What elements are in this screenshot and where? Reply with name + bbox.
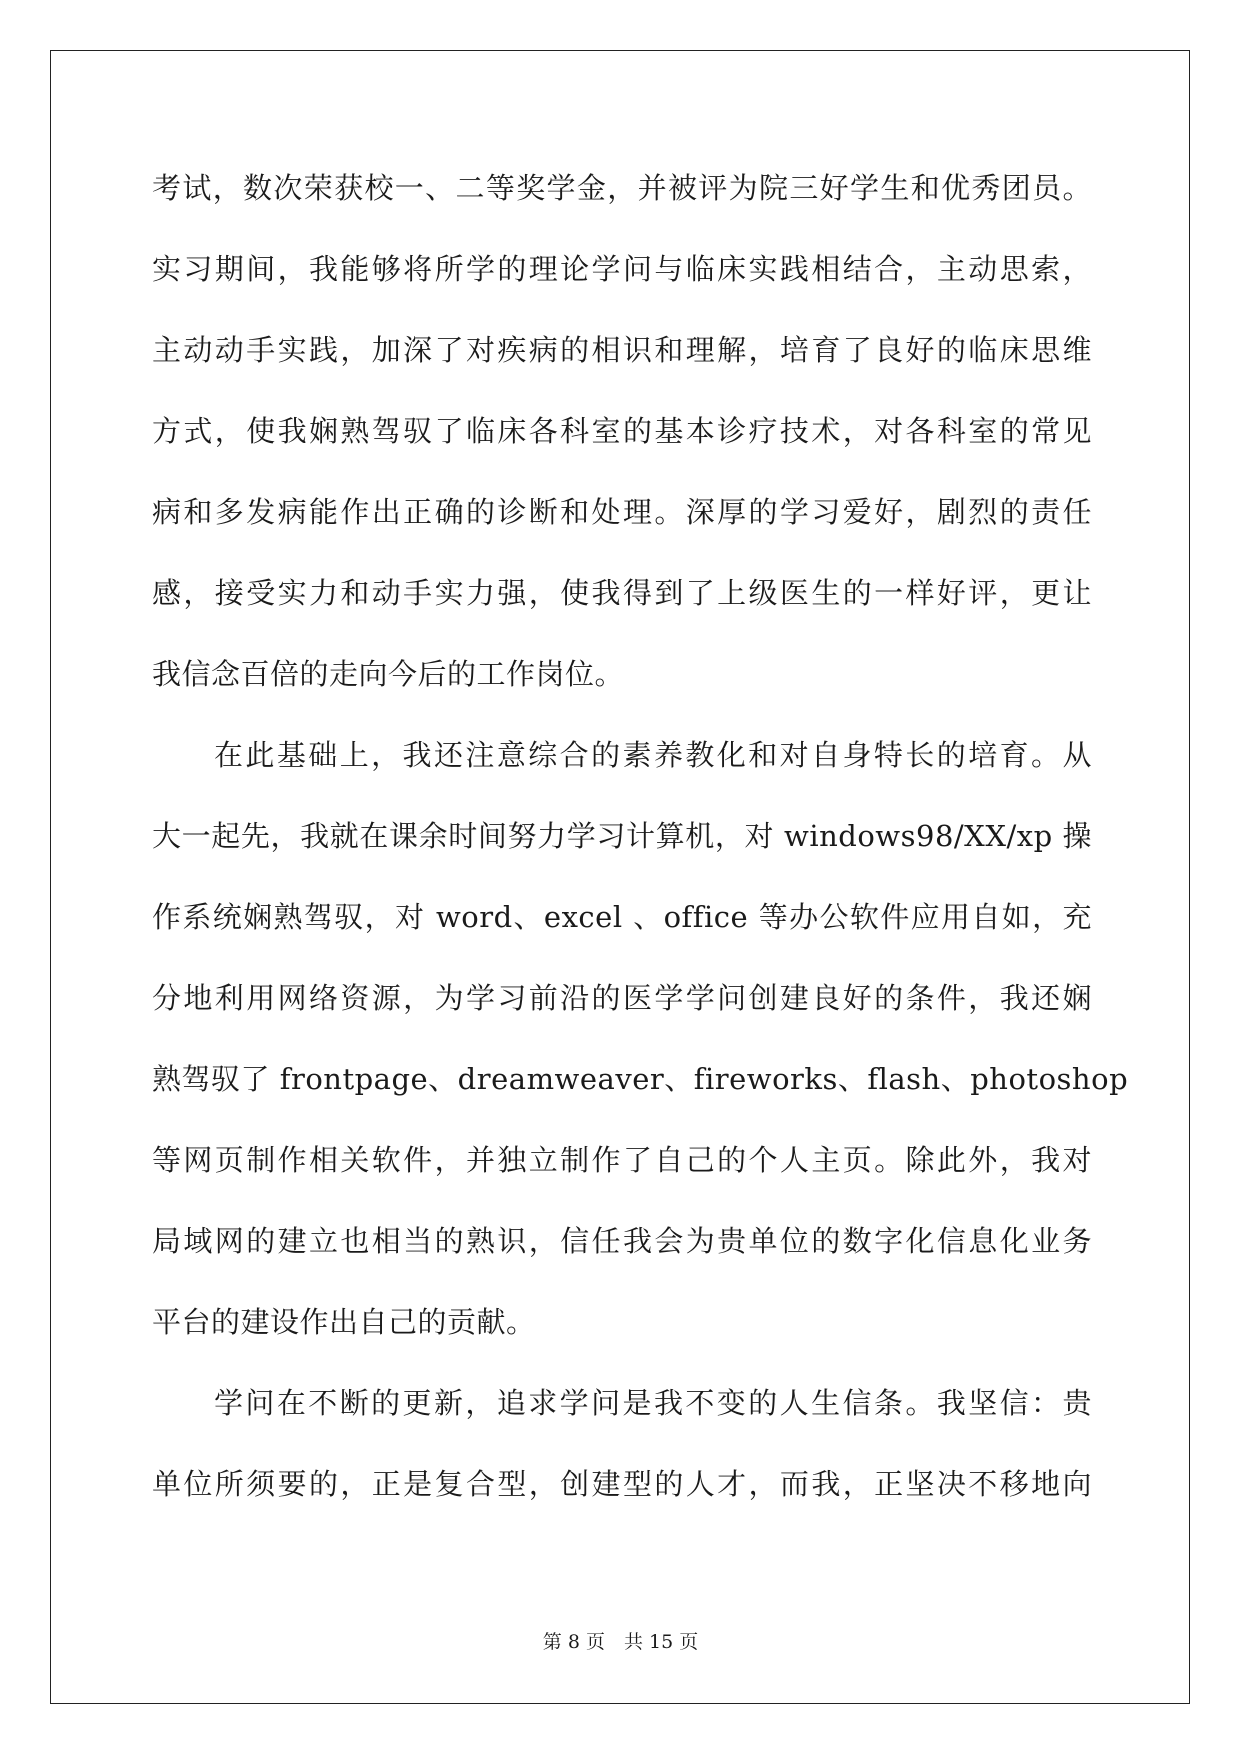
text-line: 方式，使我娴熟驾驭了临床各科室的基本诊疗技术，对各科室的常见 (152, 414, 1092, 448)
text-line: 作系统娴熟驾驭，对 word、excel 、office 等办公软件应用自如，充 (152, 900, 1092, 934)
text-line: 分地利用网络资源，为学习前沿的医学学问创建良好的条件，我还娴 (152, 981, 1092, 1015)
text-line: 实习期间，我能够将所学的理论学问与临床实践相结合，主动思索， (152, 252, 1092, 286)
text-line: 平台的建设作出自己的贡献。 (152, 1305, 536, 1339)
text-line: 在此基础上，我还注意综合的素养教化和对自身特长的培育。从 (214, 738, 1092, 772)
text-line: 我信念百倍的走向今后的工作岗位。 (152, 657, 625, 691)
text-line: 熟驾驭了 frontpage、dreamweaver、fireworks、flash、photoshop (152, 1062, 1129, 1096)
text-line: 主动动手实践，加深了对疾病的相识和理解，培育了良好的临床思维 (152, 333, 1092, 367)
text-line: 考试，数次荣获校一、二等奖学金，并被评为院三好学生和优秀团员。 (152, 171, 1092, 205)
document-body (152, 148, 1129, 1525)
text-line: 大一起先，我就在课余时间努力学习计算机，对 windows98/XX/xp 操 (152, 819, 1092, 853)
text-line: 等网页制作相关软件，并独立制作了自己的个人主页。除此外，我对 (152, 1143, 1092, 1177)
text-line: 感，接受实力和动手实力强，使我得到了上级医生的一样好评，更让 (152, 576, 1092, 610)
text-line: 病和多发病能作出正确的诊断和处理。深厚的学习爱好，剧烈的责任 (152, 495, 1092, 529)
text-line: 学问在不断的更新，追求学问是我不变的人生信条。我坚信：贵 (214, 1386, 1092, 1420)
page-footer: 第 8 页 共 15 页 (542, 1631, 699, 1653)
text-line: 单位所须要的，正是复合型，创建型的人才，而我，正坚决不移地向 (152, 1467, 1092, 1501)
text-line: 局域网的建立也相当的熟识，信任我会为贵单位的数字化信息化业务 (152, 1224, 1092, 1258)
